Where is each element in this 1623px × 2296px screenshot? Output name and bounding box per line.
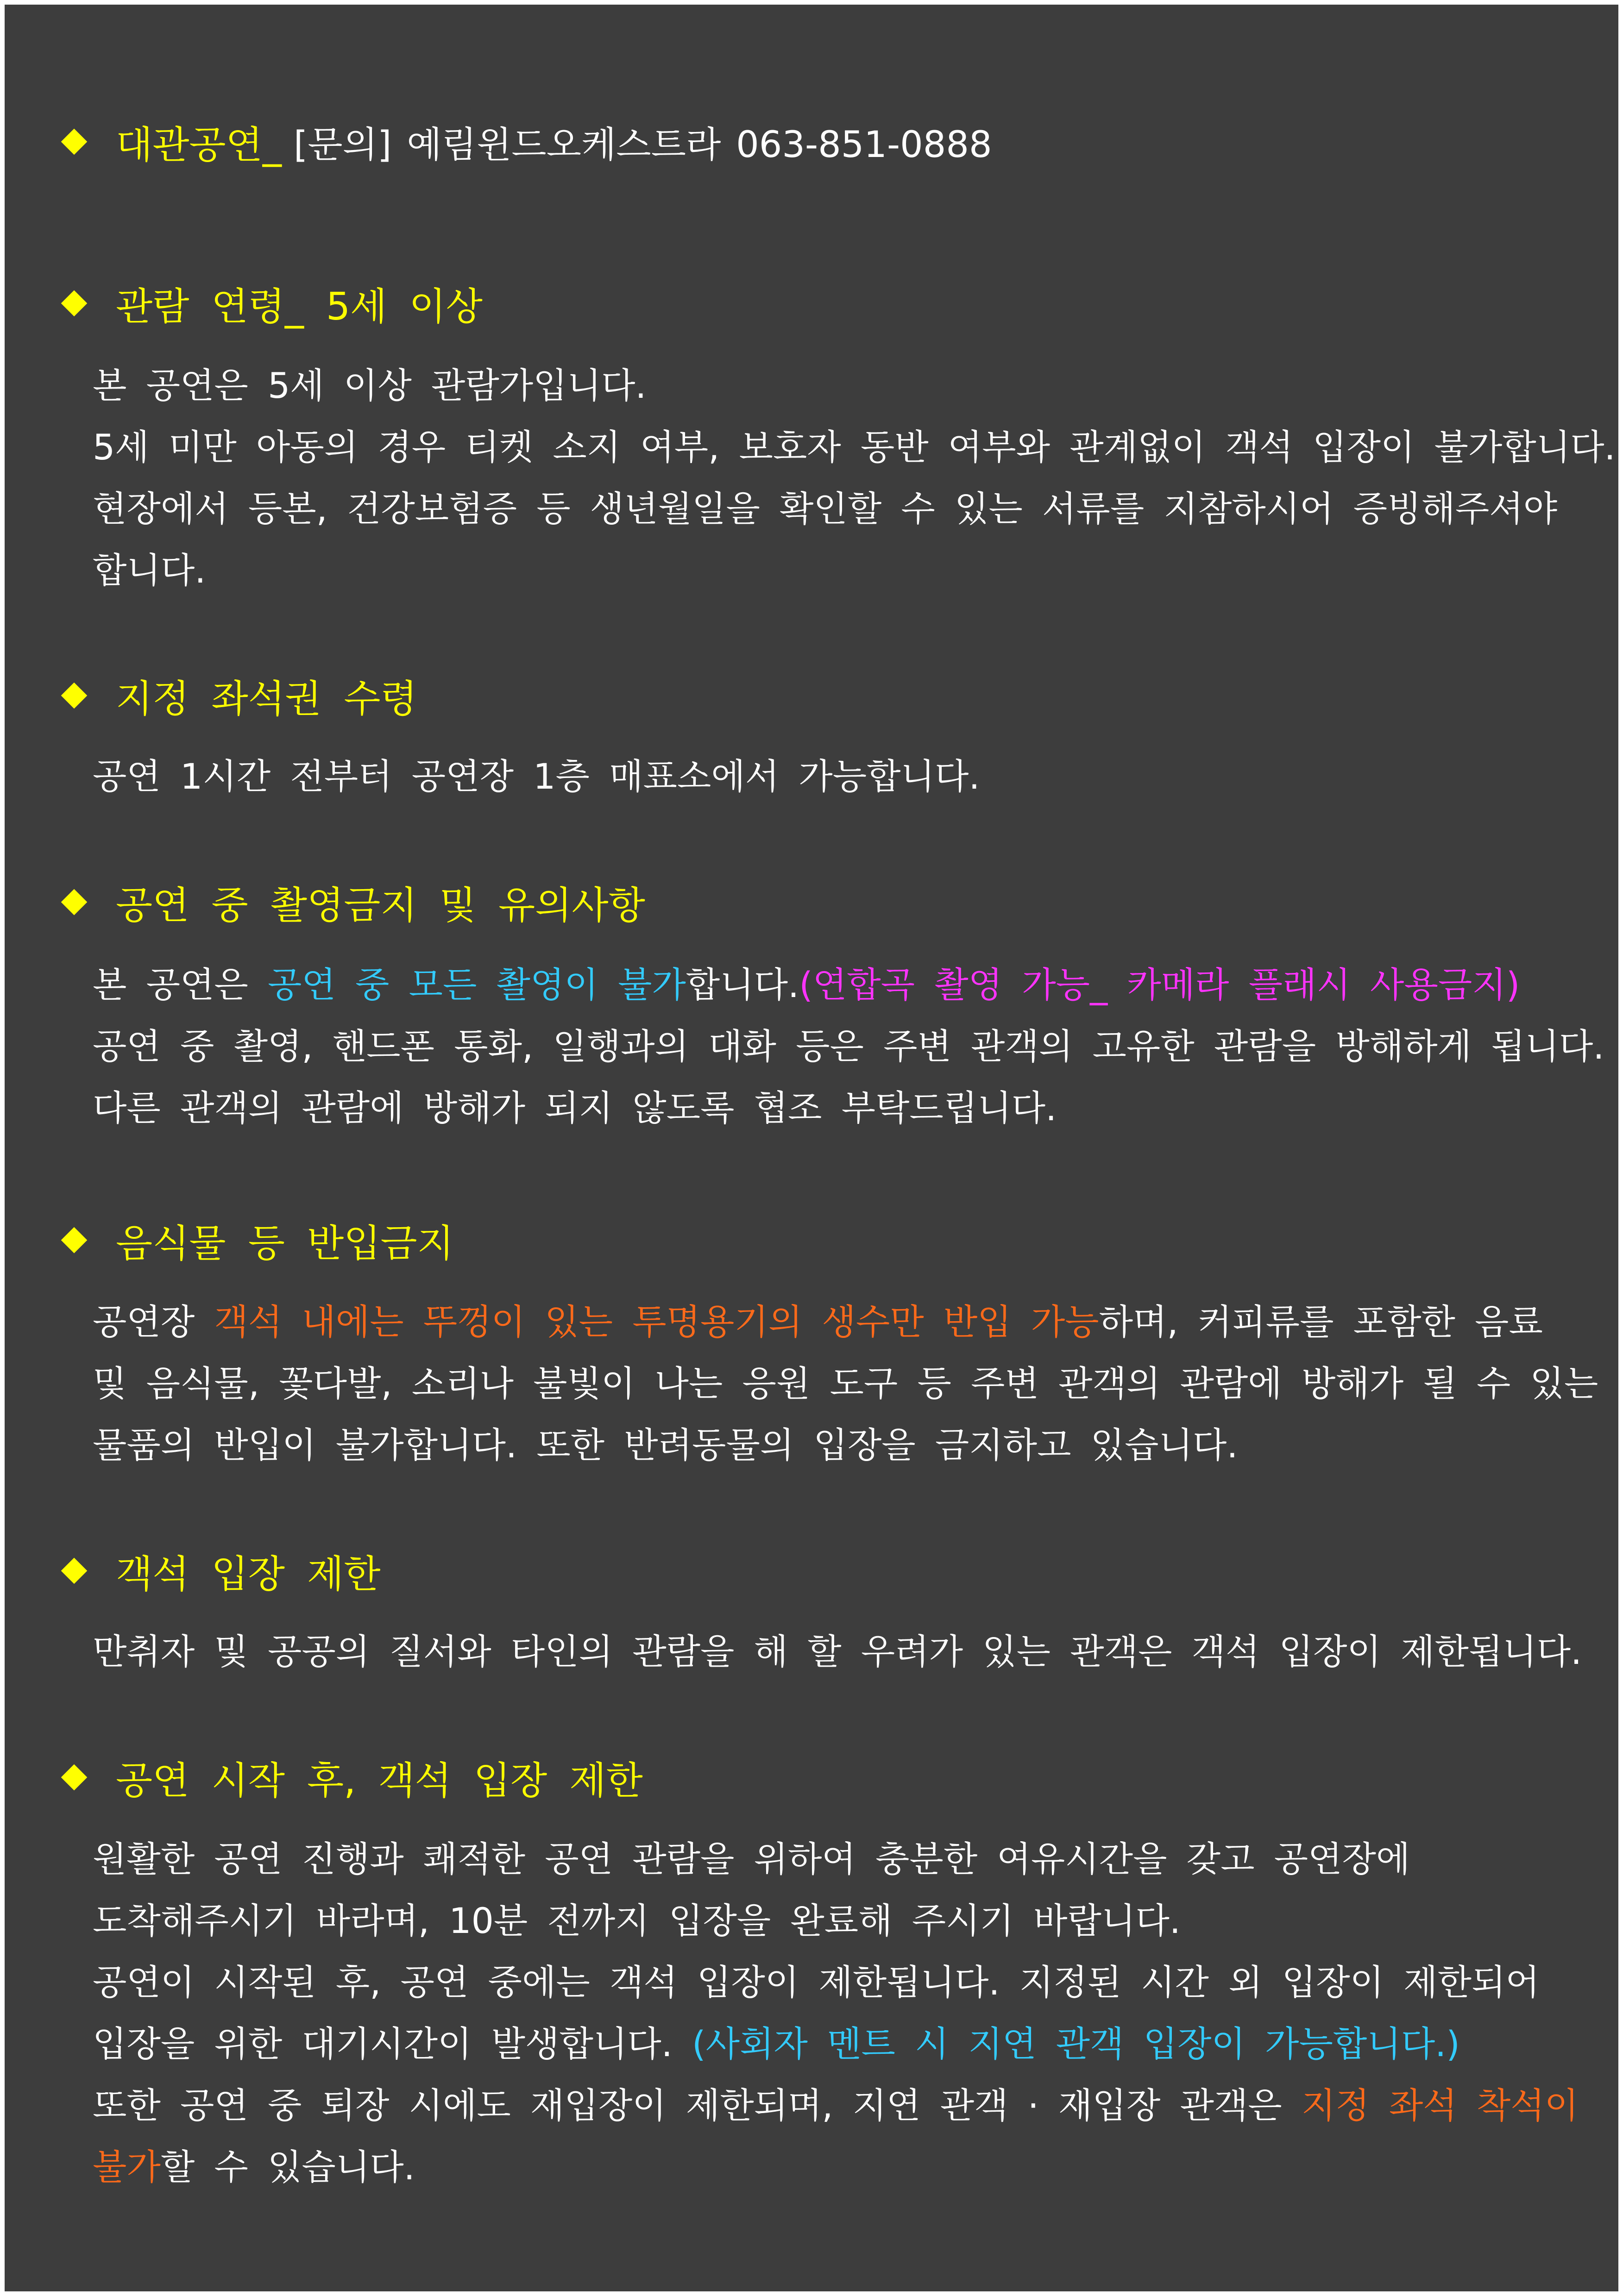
body-line: 원활한 공연 진행과 쾌적한 공연 관람을 위하여 충분한 여유시간을 갖고 공연장에 [93,1838,1410,1880]
body-text: 또한 공연 중 퇴장 시에도 재입장이 제한되며, 지연 관객 · 재입장 관객은 [93,2085,1302,2126]
body-line [93,2075,1598,2136]
section-title: 관람 연령_ 5세 이상 [116,284,483,329]
section-title: 음식물 등 반입금지 [116,1221,454,1266]
body-line [93,954,1598,1016]
section-body-age [93,355,1616,601]
body-text: 공연장 [93,1301,214,1342]
diamond-bullet-icon [61,889,88,916]
section-heading-restrict [65,1543,380,1599]
diamond-bullet-icon [61,290,88,317]
highlight-text: (연합곡 촬영 가능_ 카메라 플래시 사용금지) [799,964,1520,1005]
body-text: 합니다. [686,964,799,1005]
section-title: 공연 시작 후, 객석 입장 제한 [116,1758,643,1803]
section-title: 공연 중 촬영금지 및 유의사항 [116,883,645,928]
section-body-food [93,1291,1598,1476]
section-body-restrict [93,1621,1598,1682]
highlight-text: 불가 [93,2146,161,2188]
body-line [93,2013,1598,2075]
body-line: 만취자 및 공공의 질서와 타인의 관람을 해 할 우려가 있는 관객은 객석 입장이 제한됩니다. [93,1631,1582,1672]
body-line [93,2136,1598,2198]
body-line: 공연이 시작된 후, 공연 중에는 객석 입장이 제한됩니다. 지정된 시간 외 입장이 제한되어 [93,1962,1540,2003]
diamond-bullet-icon [61,1558,88,1584]
body-line: 본 공연은 5세 이상 관람가입니다. [93,365,647,406]
highlight-text: 객석 내에는 뚜껑이 있는 투명용기의 생수만 반입 가능 [214,1301,1099,1342]
body-text: 본 공연은 [93,964,268,1005]
highlight-text: 공연 중 모든 촬영이 불가 [267,964,686,1005]
body-line: 공연 1시간 전부터 공연장 1층 매표소에서 가능합니다. [93,756,980,797]
section-heading-age [65,276,483,331]
body-line: 현장에서 등본, 건강보험증 등 생년월일을 확인할 수 있는 서류를 지참하시어 증빙해주셔야 [93,488,1558,529]
diamond-bullet-icon [61,1764,88,1791]
diamond-bullet-icon [61,1227,88,1254]
body-line: 합니다. [93,550,206,591]
body-text: 하며, 커피류를 포함한 음료 [1099,1301,1543,1342]
section-body-ticket [93,746,1598,807]
section-heading-ticket [65,668,417,723]
section-title: 객석 입장 제한 [116,1552,381,1596]
body-line: 도착해주시기 바라며, 10분 전까지 입장을 완료해 주시기 바랍니다. [93,1900,1181,1941]
inquiry-contact: [문의] 예림윈드오케스트라 063-851-0888 [293,124,992,166]
body-text: 할 수 있습니다. [160,2146,415,2188]
section-title: 대관공연_ [116,123,282,167]
section-title: 지정 좌석권 수령 [116,677,417,721]
section-body-photo [93,954,1604,1139]
diamond-bullet-icon [61,129,88,155]
highlight-text: (사회자 멘트 시 지연 관객 입장이 가능합니다.) [692,2023,1460,2064]
body-line: 공연 중 촬영, 핸드폰 통화, 일행과의 대화 등은 주변 관객의 고유한 관람을 방해하게 됩니다. [93,1026,1604,1067]
body-line: 다른 관객의 관람에 방해가 되지 않도록 협조 부탁드립니다. [93,1087,1057,1129]
section-heading-photo [65,874,645,930]
body-line: 물품의 반입이 불가합니다. 또한 반려동물의 입장을 금지하고 있습니다. [93,1424,1238,1466]
body-line: 5세 미만 아동의 경우 티켓 소지 여부, 보호자 동반 여부와 관계없이 객석 입장이 불가합니다. [93,427,1616,468]
section-heading-late [65,1750,643,1805]
section-heading-food [65,1212,454,1268]
body-text: 입장을 위한 대기시간이 발생합니다. [93,2023,692,2064]
notice-panel [5,5,1618,2291]
body-line [93,1291,1598,1353]
section-heading-rental [65,114,992,169]
body-line: 및 음식물, 꽃다발, 소리나 불빛이 나는 응원 도구 등 주변 관객의 관람에 방해가 될 수 있는 [93,1363,1598,1404]
diamond-bullet-icon [61,683,88,709]
section-body-late [93,1828,1598,2198]
highlight-text: 지정 좌석 착석이 [1301,2085,1579,2126]
